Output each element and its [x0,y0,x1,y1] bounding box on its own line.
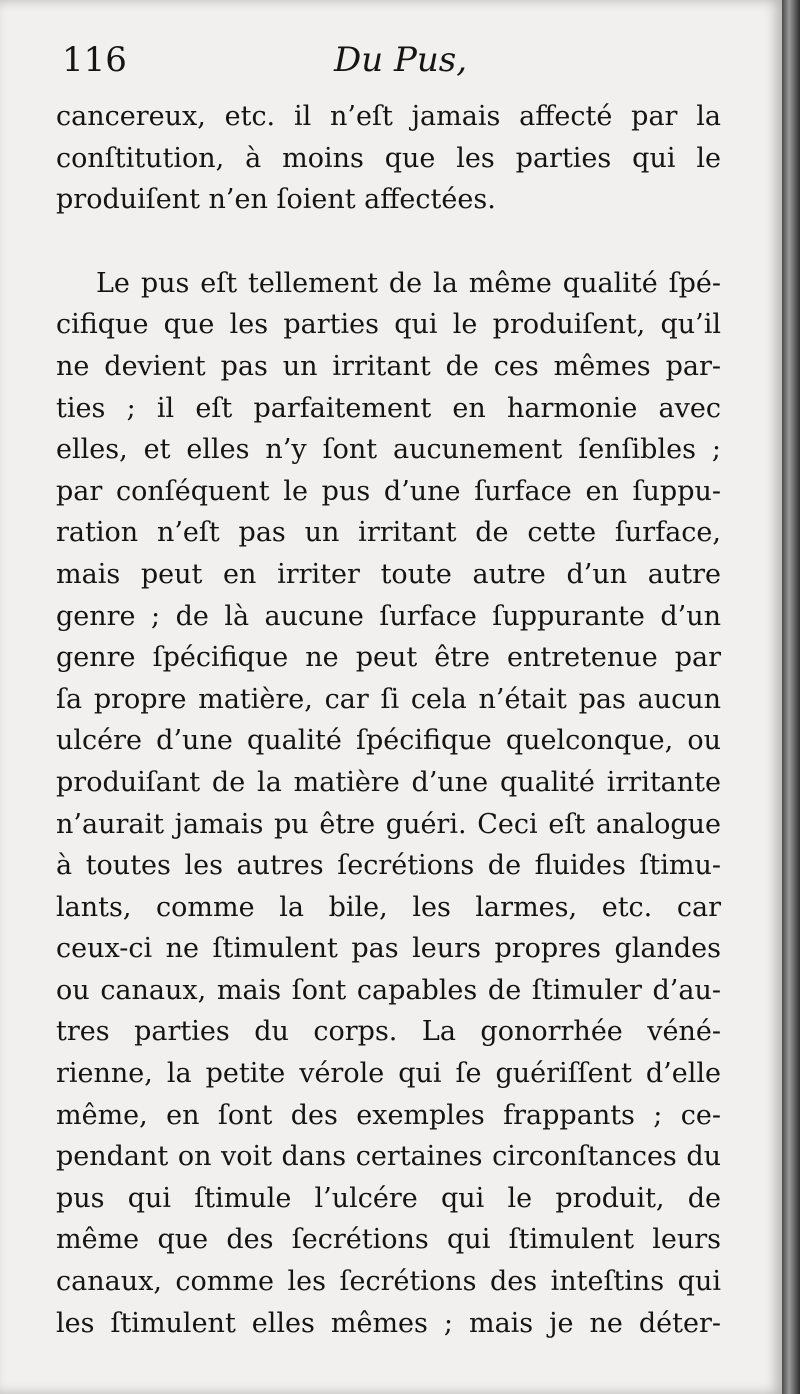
text-line: produiſant de la matière d’une qualité irritante [56,766,721,798]
text-line: ties ; il eſt parfaitement en harmonie avec [56,392,721,424]
text-line: genre ; de là aucune ſurface ſuppurante d’un [56,600,721,632]
page-header [62,40,712,90]
text-line: ou canaux, mais ſont capables de ſtimuler d’au- [56,974,721,1006]
body-text [56,96,721,1344]
text-line: conſtitution, à moins que les parties qui le [56,142,721,174]
text-line: genre ſpécifique ne peut être entretenue par [56,642,721,674]
running-head: Du Pus, [334,40,467,80]
text-line: ne devient pas un irritant de ces mêmes par- [56,350,721,382]
text-line: à toutes les autres ſecrétions de fluides ſtimu- [56,850,721,882]
text-line: cifique que les parties qui le produiſent, qu’il [56,309,721,341]
page-number: 116 [62,40,127,80]
text-line: mais peut en irriter toute autre d’un autre [56,558,721,590]
text-line: ceux-ci ne ſtimulent pas leurs propres glandes [56,933,721,965]
text-line: tres parties du corps. La gonorrhée véné- [56,1016,721,1048]
text-line: ulcére d’une qualité ſpécifique quelconque, ou [56,725,721,757]
text-line: les ſtimulent elles mêmes ; mais je ne déter- [56,1307,721,1339]
text-line: lants, comme la bile, les larmes, etc. car [56,891,721,923]
text-line: elles, et elles n’y ſont aucunement ſenſibles ; [56,434,721,466]
text-line: canaux, comme les ſecrétions des inteſtins qui [56,1266,721,1298]
text-line: par conſéquent le pus d’une ſurface en ſuppu- [56,475,721,507]
text-line: ration n’eſt pas un irritant de cette ſurface, [56,517,721,549]
text-line: n’aurait jamais pu être guéri. Ceci eſt analogue [56,808,721,840]
text-line: Le pus eſt tellement de la même qualité ſpé- [96,267,721,299]
text-line: pendant on voit dans certaines circonſtances du [56,1141,721,1173]
page-edge-shadow [782,0,800,1394]
text-line: même que des ſecrétions qui ſtimulent leurs [56,1224,721,1256]
paragraph-gap [56,221,721,263]
text-line: pus qui ſtimule l’ulcére qui le produit, de [56,1182,721,1214]
text-line: ſa propre matière, car ſi cela n’était pas aucun [56,683,721,715]
text-line: cancereux, etc. il n’eſt jamais affecté par la [56,101,721,132]
text-line: rienne, la petite vérole qui ſe guériſſent d’elle [56,1058,721,1090]
text-line: même, en ſont des exemples frappants ; ce- [56,1099,721,1131]
text-line: produiſent n’en ſoient affectées. [56,184,496,216]
